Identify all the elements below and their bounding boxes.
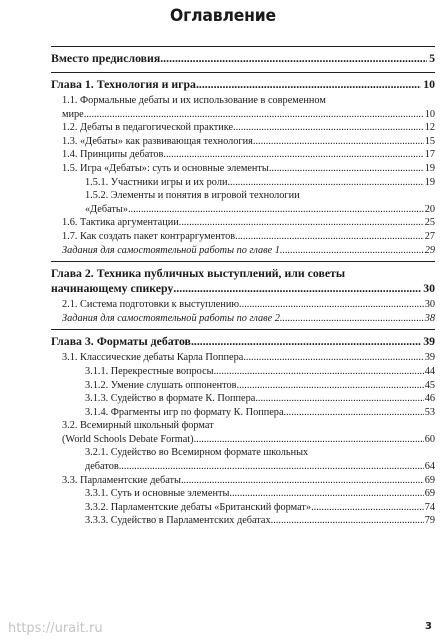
toc-entry-title: мире: [62, 108, 84, 120]
toc-page-number: 19: [424, 162, 435, 174]
toc-chapter[interactable]: [51, 266, 435, 296]
dot-leader: [239, 298, 424, 312]
toc-entry-title: 3.1.3. Судейство в формате К. Поппера: [85, 393, 256, 405]
toc-page-number: 10: [424, 108, 435, 120]
toc-chapter[interactable]: [51, 334, 435, 349]
dot-leader: [160, 51, 427, 66]
toc-entry[interactable]: [51, 406, 435, 420]
toc-entry-title-line: Глава 2. Техника публичных выступлений, или советы: [51, 266, 346, 281]
toc-entry-title: Глава 1. Технология и игра: [51, 77, 196, 91]
dot-leader: [196, 77, 421, 92]
toc-entry[interactable]: [51, 216, 435, 230]
toc-entry[interactable]: [51, 148, 435, 162]
dot-leader: [235, 230, 424, 244]
toc-entry[interactable]: [51, 135, 435, 149]
toc-entry[interactable]: [51, 392, 435, 406]
dot-leader: [191, 334, 421, 349]
dot-leader: [194, 433, 424, 447]
toc-page-number: 27: [424, 230, 435, 242]
section-divider: [51, 261, 435, 262]
toc-entry-title: 1.6. Тактика аргументации: [62, 217, 179, 229]
toc-page-number: 64: [424, 461, 435, 473]
toc-page-number: 25: [424, 217, 435, 229]
toc-entry[interactable]: [51, 365, 435, 379]
dot-leader: [280, 312, 424, 326]
page-title: Оглавление: [170, 6, 276, 26]
toc-entry[interactable]: [51, 94, 435, 121]
toc-page-number: 10: [423, 77, 435, 91]
dot-leader: [128, 203, 424, 217]
dot-leader: [163, 148, 423, 162]
toc-entry[interactable]: [51, 312, 435, 326]
toc-entry-title: Задания для самостоятельной работы по главе 2: [62, 312, 280, 324]
toc-entry[interactable]: [51, 379, 435, 393]
toc-entry-title: 1.5. Игра «Дебаты»: суть и основные элементы: [62, 162, 269, 174]
toc-entry[interactable]: [51, 487, 435, 501]
toc-entry[interactable]: [51, 121, 435, 135]
toc-page-number: 69: [424, 488, 435, 500]
table-of-contents: [51, 46, 435, 528]
toc-entry-title: Глава 3. Форматы дебатов: [51, 334, 191, 349]
toc-page-number: 5: [429, 51, 435, 65]
page-number: 3: [425, 621, 432, 632]
toc-page-number: 39: [424, 352, 435, 364]
toc-page-number: 30: [423, 281, 435, 296]
dot-leader: [173, 281, 421, 296]
dot-leader: [284, 406, 424, 420]
dot-leader: [271, 514, 424, 528]
section-divider: [51, 46, 435, 47]
toc-entry-title: «Дебаты»: [85, 203, 128, 215]
toc-page-number: 17: [424, 149, 435, 161]
toc-entry-title: (World Schools Debate Format): [62, 433, 194, 445]
dot-leader: [253, 135, 424, 149]
toc-entry-title: дебатов: [85, 461, 119, 473]
section-divider: [51, 329, 435, 330]
dot-leader: [311, 501, 424, 515]
toc-entry[interactable]: [51, 230, 435, 244]
toc-entry[interactable]: [51, 189, 435, 216]
toc-page-number: 39: [423, 334, 435, 349]
toc-entry-title: 3.1.2. Умение слушать оппонентов: [85, 379, 237, 391]
toc-entry-title: 3.3.1. Суть и основные элементы: [85, 488, 230, 500]
dot-leader: [243, 351, 423, 365]
toc-entry-title-line: 1.5.2. Элементы и понятия в игровой технологии: [85, 190, 300, 202]
toc-entry[interactable]: [51, 501, 435, 515]
toc-entry[interactable]: [51, 419, 435, 446]
toc-page-number: 46: [424, 393, 435, 405]
toc-entry[interactable]: [51, 162, 435, 176]
dot-leader: [179, 216, 424, 230]
dot-leader: [181, 474, 424, 488]
toc-page-number: 29: [424, 244, 435, 256]
dot-leader: [269, 162, 424, 176]
toc-entry[interactable]: [51, 244, 435, 258]
toc-page-number: 74: [424, 501, 435, 513]
toc-entry-title: 3.3. Парламентские дебаты: [62, 474, 181, 486]
dot-leader: [227, 176, 423, 190]
toc-entry-title: Задания для самостоятельной работы по главе 1: [62, 244, 280, 256]
toc-chapter[interactable]: [51, 77, 435, 92]
toc-chapter[interactable]: [51, 51, 435, 66]
toc-entry[interactable]: [51, 514, 435, 528]
toc-entry-title: 1.7. Как создать пакет контраргументов: [62, 230, 236, 242]
dot-leader: [214, 365, 424, 379]
dot-leader: [237, 379, 424, 393]
dot-leader: [280, 244, 424, 258]
section-divider: [51, 72, 435, 73]
toc-entry[interactable]: [51, 298, 435, 312]
dot-leader: [229, 487, 423, 501]
toc-page-number: 53: [424, 406, 435, 418]
toc-entry-title: 3.3.2. Парламентские дебаты «Британский формат»: [85, 501, 312, 513]
dot-leader: [233, 121, 424, 135]
toc-entry[interactable]: [51, 176, 435, 190]
toc-entry-title: 1.2. Дебаты в педагогической практике: [62, 122, 234, 134]
toc-entry[interactable]: [51, 351, 435, 365]
toc-entry-title: 3.3.3. Судейство в Парламентских дебатах: [85, 515, 271, 527]
toc-page-number: 20: [424, 203, 435, 215]
toc-entry-title: 3.1.4. Фрагменты игр по формату К. Поппера: [85, 406, 284, 418]
toc-page-number: 15: [424, 135, 435, 147]
toc-entry-title: 2.1. Система подготовки к выступлению: [62, 299, 240, 311]
toc-page-number: 44: [424, 365, 435, 377]
toc-entry-title-line: 1.1. Формальные дебаты и их использование в современном: [62, 95, 326, 106]
toc-entry-title: 3.1. Классические дебаты Карла Поппера: [62, 352, 244, 364]
toc-page-number: 45: [424, 379, 435, 391]
toc-entry-title: 1.3. «Дебаты» как развивающая технология: [62, 135, 253, 147]
toc-entry[interactable]: [51, 474, 435, 488]
toc-entry[interactable]: [51, 446, 435, 473]
toc-page-number: 30: [424, 299, 435, 311]
toc-page-number: 38: [424, 312, 435, 324]
toc-page-number: 12: [424, 122, 435, 134]
dot-leader: [119, 460, 424, 474]
toc-entry-title-line: 3.2. Всемирный школьный формат: [62, 420, 214, 432]
dot-leader: [255, 392, 423, 406]
toc-entry-title: 3.1.1. Перекрестные вопросы: [85, 365, 214, 377]
toc-entry-title: 1.4. Принципы дебатов: [62, 149, 164, 161]
toc-page-number: 19: [424, 176, 435, 188]
toc-page-number: 69: [424, 474, 435, 486]
toc-page-number: 60: [424, 433, 435, 445]
watermark: https://urait.ru: [8, 621, 103, 636]
toc-entry-title-line: 3.2.1. Судейство во Всемирном формате школьных: [85, 447, 309, 459]
dot-leader: [84, 108, 424, 122]
toc-entry-title: 1.5.1. Участники игры и их роли: [85, 176, 228, 188]
toc-entry-title: начинающему спикеру: [51, 281, 174, 296]
toc-page-number: 79: [424, 515, 435, 527]
toc-entry-title: Вместо предисловия: [51, 51, 161, 65]
